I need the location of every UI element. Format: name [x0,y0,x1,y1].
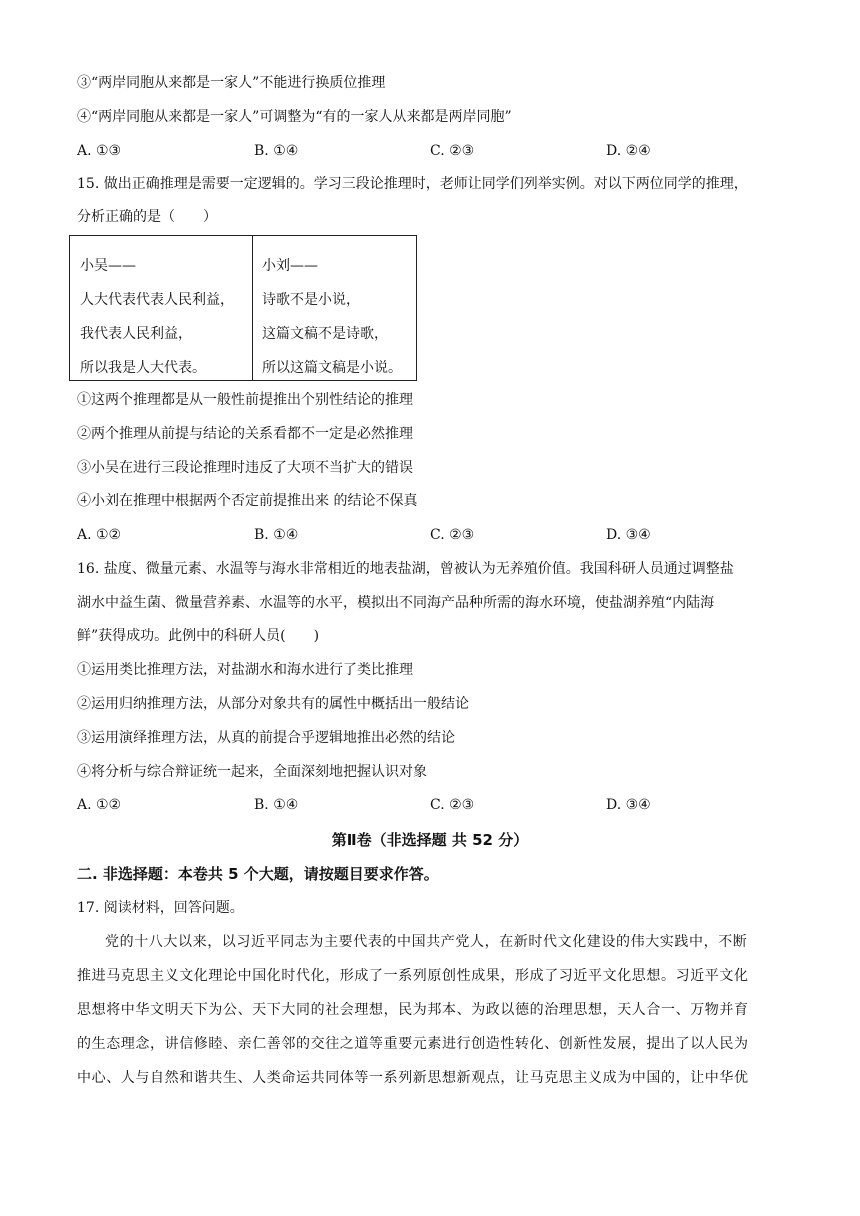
option-c: C. ②③ [430,797,475,813]
q16-stem-line-1: 16. 盐度、微量元素、水温等与海水非常相近的地表盐湖，曾被认为无养殖价值。我国科研人员通过调整盐 [77,561,734,577]
section-heading: 二. 非选择题：本卷共 5 个大题，请按题目要求作答。 [77,865,439,883]
option-a: A. ①② [77,797,122,813]
q16-statement-1: ①运用类比推理方法，对盐湖水和海水进行了类比推理 [77,662,413,678]
table-divider [252,236,253,380]
table-line: 人大代表代表人民利益， [80,292,234,308]
table-cell-xiaoliu [262,249,402,385]
option-a: A. ①② [77,527,122,543]
q15-statement-2: ②两个推理从前提与结论的关系看都不一定是必然推理 [77,426,413,442]
table-line: 所以我是人大代表。 [80,360,206,376]
q16-statement-2: ②运用归纳推理方法，从部分对象共有的属性中概括出一般结论 [77,696,469,712]
q17-title: 17. 阅读材料，回答问题。 [77,900,244,916]
option-b: B. ①④ [254,143,299,159]
q15-stem-line-2: 分析正确的是（ ） [77,209,217,225]
section-title: 第Ⅱ卷（非选择题 共 52 分） [331,831,529,849]
table-line: 小刘—— [262,258,318,274]
q15-statement-3: ③小吴在进行三段论推理时违反了大项不当扩大的错误 [77,460,413,476]
q15-statement-4: ④小刘在推理中根据两个否定前提推出来 的结论不保真 [77,493,418,509]
option-b: B. ①④ [254,797,299,813]
q15-statement-1: ①这两个推理都是从一般性前提推出个别性结论的推理 [77,392,413,408]
material-line: 中心、人与自然和谐共生、人类命运共同体等一系列新思想新观点，让马克思主义成为中国的，让中华优 [77,1070,749,1086]
table-line: 这篇文稿不是诗歌， [262,326,388,342]
q16-statement-3: ③运用演绎推理方法，从真的前提合乎逻辑地推出必然的结论 [77,730,455,746]
table-cell-xiaowu [80,249,234,385]
table-line: 我代表人民利益， [80,326,192,342]
q14-statement-3: ③“两岸同胞从来都是一家人”不能进行换质位推理 [77,75,386,91]
option-d: D. ③④ [606,527,651,543]
q14-statement-4: ④“两岸同胞从来都是一家人”可调整为“有的一家人从来都是两岸同胞” [77,109,512,125]
material-line: 的生态理念，讲信修睦、亲仁善邻的交往之道等重要元素进行创造性转化、创新性发展，提出了以人民为 [77,1036,749,1052]
q15-stem-line-1: 15. 做出正确推理是需要一定逻辑的。学习三段论推理时，老师让同学们列举实例。对以下两位同学的推理， [77,176,748,192]
q17-material [77,925,785,1095]
table-line: 所以这篇文稿是小说。 [262,360,402,376]
q16-stem-line-3: 鲜”获得成功。此例中的科研人员( ) [77,628,320,644]
q15-comparison-table [69,235,417,381]
option-d: D. ②④ [606,143,651,159]
option-b: B. ①④ [254,527,299,543]
option-d: D. ③④ [606,797,651,813]
q16-options [77,795,777,815]
q16-stem-line-2: 湖水中益生菌、微量营养素、水温等的水平，模拟出不同海产品种所需的海水环境，使盐湖养殖“内陆海 [77,595,715,611]
q14-options [77,141,777,161]
option-a: A. ①③ [77,143,122,159]
q15-options [77,525,777,545]
option-c: C. ②③ [430,143,475,159]
table-line: 小吴—— [80,258,136,274]
q16-statement-4: ④将分析与综合辩证统一起来，全面深刻地把握认识对象 [77,764,427,780]
material-line: 党的十八大以来，以习近平同志为主要代表的中国共产党人，在新时代文化建设的伟大实践中，不断 [105,934,748,950]
material-line: 思想将中华文明天下为公、天下大同的社会理想，民为邦本、为政以德的治理思想，天人合一、万物并育 [77,1002,749,1018]
table-line: 诗歌不是小说， [262,292,360,308]
option-c: C. ②③ [430,527,475,543]
material-line: 推进马克思主义文化理论中国化时代化，形成了一系列原创性成果，形成了习近平文化思想。习近平文化 [77,968,749,984]
